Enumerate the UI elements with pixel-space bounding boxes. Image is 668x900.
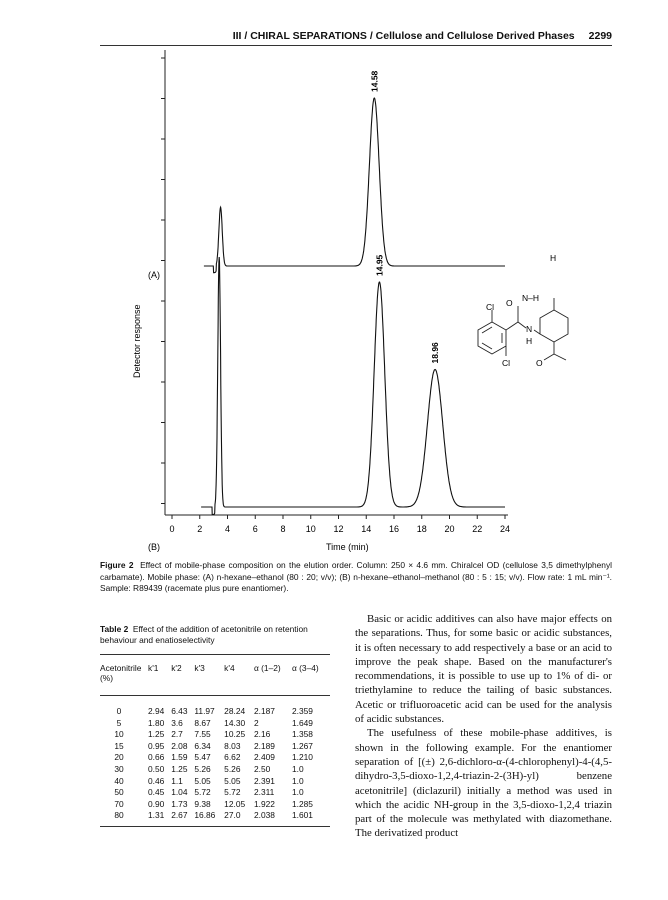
- table-cell: 5: [116, 717, 122, 728]
- x-ticks: [169, 515, 510, 534]
- column-header: k'3: [194, 663, 205, 673]
- label-a: (A): [148, 270, 160, 280]
- table-cell: 70: [114, 798, 124, 809]
- header-rule: [100, 45, 612, 46]
- table-cell: 5.72: [224, 787, 241, 798]
- table-cell: 5.26: [194, 763, 211, 774]
- table-cell: 2.391: [253, 775, 275, 786]
- table-cell: 2.359: [291, 706, 313, 716]
- table-cell: 14.30: [224, 717, 246, 728]
- table-cell: 1.25: [148, 729, 165, 740]
- table-row: [100, 810, 330, 826]
- table-cell: 30: [114, 763, 124, 774]
- table-cell: 1.0: [291, 787, 304, 798]
- page-number: 2299: [588, 30, 612, 42]
- table-cell: 10.25: [224, 729, 246, 740]
- atom-label: O: [536, 358, 543, 368]
- table-cell: 10: [114, 729, 124, 740]
- table-cell: 1.04: [171, 787, 188, 798]
- traces: [201, 70, 505, 514]
- table-cell: 2: [253, 717, 259, 728]
- table-cell: 0.95: [148, 740, 165, 751]
- table-cell: 27.0: [224, 810, 241, 821]
- column-header: k'2: [171, 663, 182, 673]
- body-text: [355, 612, 612, 841]
- table-row: [100, 776, 330, 788]
- atom-label: O: [506, 298, 513, 308]
- atom-label: Cl: [486, 302, 495, 312]
- table-row: [100, 741, 330, 753]
- table-cell: 12.05: [224, 798, 246, 809]
- column-header: Acetonitrile (%): [100, 663, 142, 683]
- x-axis-label: Time (min): [326, 542, 369, 552]
- table-cell: 5.05: [194, 775, 211, 786]
- x-tick-label: 20: [444, 524, 455, 534]
- table-cell: 80: [114, 810, 124, 821]
- table-cell: 2.409: [253, 752, 275, 763]
- table-cell: 1.267: [291, 740, 313, 751]
- table-cell: 2.94: [148, 706, 165, 716]
- table-cell: 5.72: [194, 787, 211, 798]
- atom-label: H: [526, 336, 533, 346]
- x-tick-label: 6: [252, 524, 258, 534]
- table-cell: 5.47: [194, 752, 211, 763]
- table-title-text: Effect of the addition of acetonitrile on retention behaviour and enatioselectivity: [100, 624, 308, 645]
- table-cell: 0.46: [148, 775, 165, 786]
- x-tick-label: 4: [224, 524, 231, 534]
- figure-caption: [100, 560, 612, 595]
- x-tick-label: 2: [197, 524, 203, 534]
- table-cell: 6.34: [194, 740, 211, 751]
- running-title: III / CHIRAL SEPARATIONS / Cellulose and Cellulose Derived Phases: [232, 30, 575, 42]
- paragraph: The usefulness of these mobile-phase additives, is shown in the following example. For the enantiomer separation of [(±) 2,6-dichloro-α-(4-chlorophenyl)-4-(4,5-dihydro-3,5-dioxo-1,2,4-triazin-2-(3H)-yl) benzene acetonitrile] (diclazuril) initially a method was used in which the acidic NH-group in the 3,5-dioxo-1,2,4 triazin part of the molecule was methylated with diazomethane. The derivatized product: [355, 727, 612, 840]
- table-cell: 20: [114, 752, 124, 763]
- running-header: [100, 30, 612, 42]
- peak-label: 14.58: [369, 70, 380, 92]
- table-cell: 2.7: [171, 729, 183, 740]
- y-ticks: [161, 58, 165, 504]
- table-cell: 0.50: [148, 763, 165, 774]
- table-row: [100, 799, 330, 811]
- peak-label: 14.95: [374, 254, 385, 276]
- table-cell: 1.31: [148, 810, 165, 821]
- structure-labels: [486, 253, 556, 368]
- x-tick-label: 24: [499, 524, 511, 534]
- table-cell: 1.80: [148, 717, 165, 728]
- table-cell: 50: [114, 787, 124, 798]
- table-cell: 28.24: [224, 706, 246, 716]
- caption-text: Effect of mobile-phase composition on the elution order. Column: 250 × 4.6 mm. Chiralcel OD (cellulose 3,5 dimethylphenyl carbamate). Mobile phase: (A) n-hexane–ethanol (80 : 20; v/v); (B) n-hexane–ethanol–methanol (80 : 5 : 15; v/v). Flow rate: 1 mL min⁻¹. Sample: R89439 (racemate plus pure enantiomer).: [100, 560, 613, 593]
- column-header: α (1–2): [253, 663, 281, 673]
- x-tick-label: 16: [388, 524, 400, 534]
- column-header: α (3–4): [291, 663, 319, 673]
- paragraph: Basic or acidic additives can also have major effects on the separations. Thus, for some basic or acidic substances, it is often necessary to add respectively a base or an acid to improve the peak shape. Based on the manufacturer's recommendations, it is possible to use up to 1% of di- or triethylamine to reduce the tailing of basic substances. Acetic or trifluoroacetic acid can be used for the analysis of acidic substances.: [355, 613, 612, 726]
- table-cell: 16.86: [194, 810, 216, 821]
- caption-label: Figure 2: [100, 560, 134, 570]
- table-cell: 1.922: [253, 798, 275, 809]
- table-cell: 1.0: [291, 763, 304, 774]
- trace-a: [204, 98, 505, 273]
- table-cell: 5.05: [224, 775, 241, 786]
- table-cell: 2.311: [253, 787, 275, 798]
- table-label: Table 2: [100, 624, 129, 634]
- table-cell: 1.210: [291, 752, 313, 763]
- x-tick-label: 14: [361, 524, 372, 534]
- chromatogram-figure: [100, 48, 612, 558]
- table-cell: 2.187: [253, 706, 275, 716]
- table-cell: 11.97: [194, 706, 215, 716]
- table-row: [100, 752, 330, 764]
- table-cell: 1.1: [171, 775, 183, 786]
- table-cell: 5.26: [224, 763, 241, 774]
- table-cell: 1.25: [171, 763, 188, 774]
- table-cell: 1.0: [291, 775, 304, 786]
- trace-b: [201, 257, 505, 515]
- table-cell: 1.601: [291, 810, 313, 821]
- table-cell: 1.285: [291, 798, 313, 809]
- table-row: [100, 696, 330, 718]
- table-cell: 2.67: [171, 810, 188, 821]
- table-cell: 6.62: [224, 752, 241, 763]
- table-cell: 3.6: [171, 717, 183, 728]
- x-tick-label: 18: [416, 524, 427, 534]
- x-tick-label: 22: [472, 524, 483, 534]
- table-cell: 2.189: [253, 740, 275, 751]
- table-cell: 8.03: [224, 740, 241, 751]
- table-row: [100, 787, 330, 799]
- table-cell: 0.45: [148, 787, 165, 798]
- table-row: [100, 764, 330, 776]
- table-cell: 2.08: [171, 740, 188, 751]
- data-table: [100, 654, 330, 827]
- table-body: [100, 696, 330, 827]
- table-cell: 0.66: [148, 752, 165, 763]
- table-cell: 2.16: [253, 729, 271, 740]
- table-row: [100, 718, 330, 730]
- table-cell: 6.43: [171, 706, 188, 716]
- table-row: [100, 729, 330, 741]
- x-tick-label: 0: [169, 524, 175, 534]
- table-cell: 1.59: [171, 752, 188, 763]
- label-b: (B): [148, 542, 160, 552]
- table-cell: 15: [114, 740, 124, 751]
- atom-label: N–H: [522, 293, 540, 303]
- table-cell: 1.649: [291, 717, 313, 728]
- table-cell: 40: [114, 775, 124, 786]
- atom-label: N: [526, 324, 533, 334]
- table-title: [100, 624, 330, 646]
- table-cell: 7.55: [194, 729, 211, 740]
- table-cell: 2.50: [253, 763, 271, 774]
- table-cell: 0.90: [148, 798, 165, 809]
- table-cell: 2.038: [253, 810, 275, 821]
- column-header: k'4: [224, 663, 235, 673]
- table-cell: 8.67: [194, 717, 211, 728]
- table-cell: 0: [116, 706, 122, 716]
- x-tick-label: 10: [305, 524, 316, 534]
- x-tick-label: 12: [333, 524, 344, 534]
- x-tick-label: 8: [280, 524, 286, 534]
- atom-label: H: [550, 253, 557, 263]
- table-cell: 1.358: [291, 729, 313, 740]
- column-header: k'1: [148, 663, 159, 673]
- table-cell: 9.38: [194, 798, 211, 809]
- y-axis-label: Detector response: [132, 304, 142, 378]
- peak-label: 18.96: [430, 342, 441, 364]
- table-header-row: [100, 655, 330, 696]
- table-cell: 1.73: [171, 798, 188, 809]
- atom-label: Cl: [502, 358, 511, 368]
